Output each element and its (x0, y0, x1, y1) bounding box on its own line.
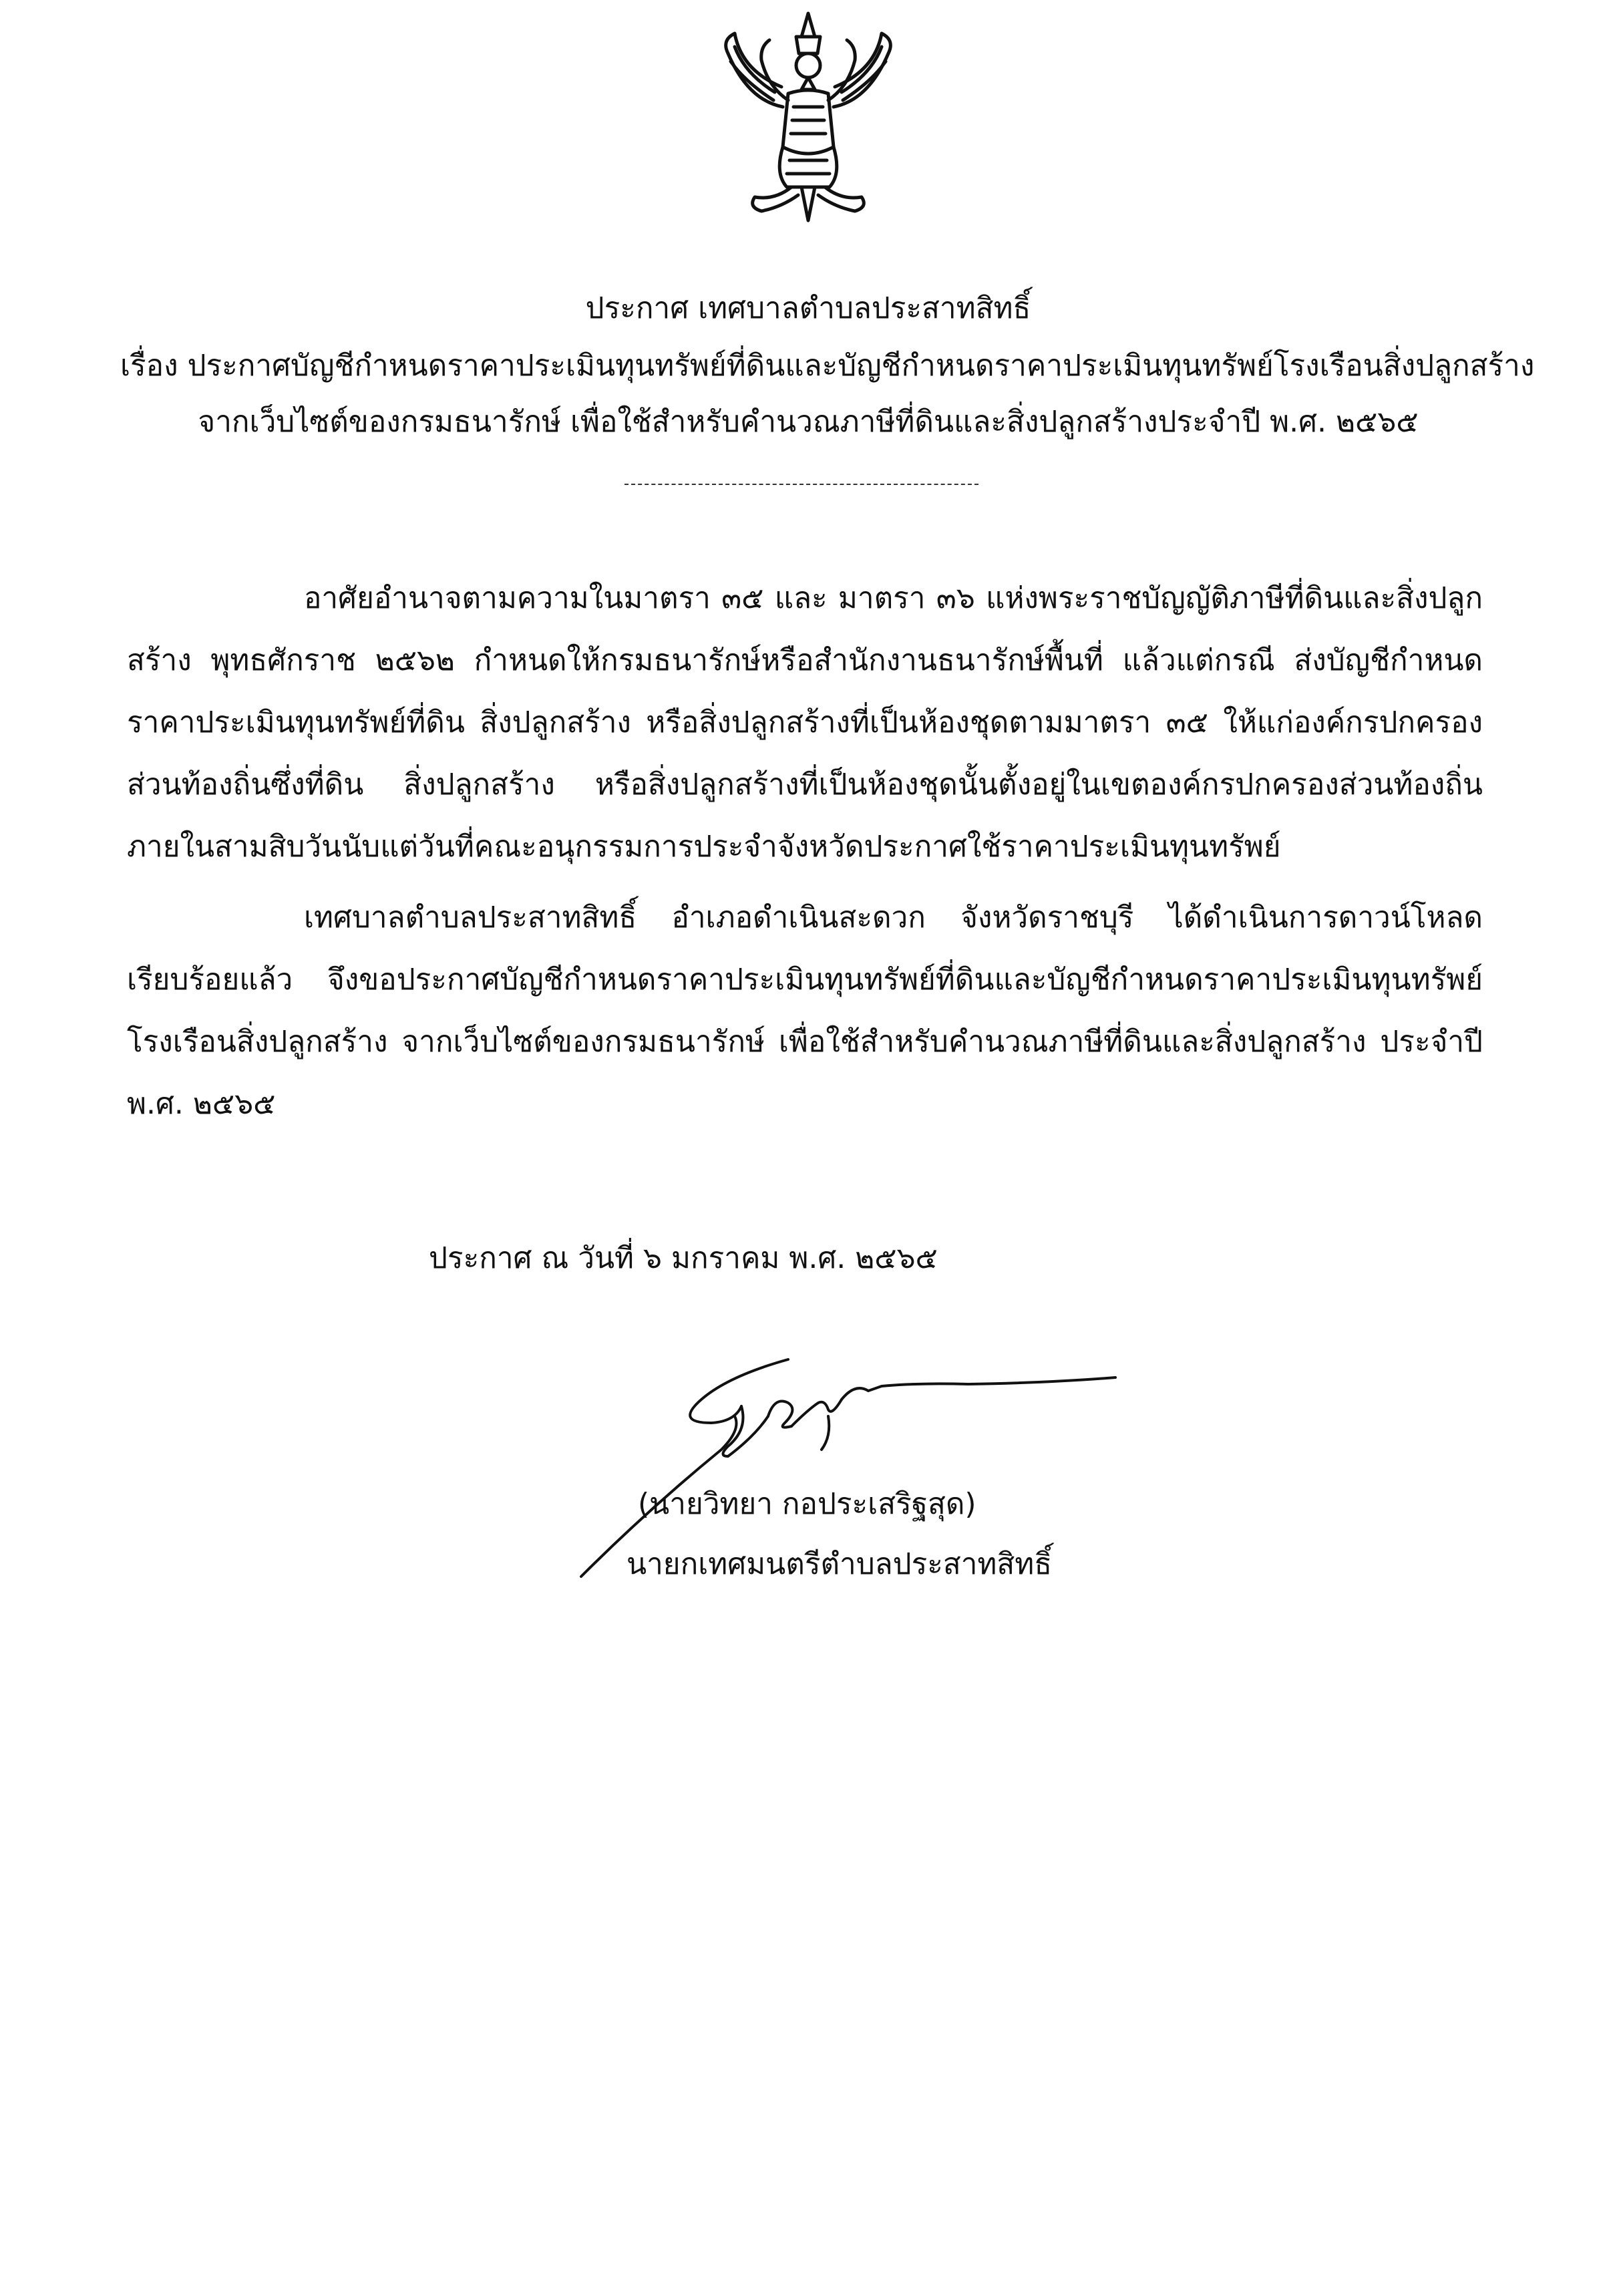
announcement-title: ประกาศ เทศบาลตำบลประสาทสิทธิ์ (585, 291, 1031, 325)
body-paragraph-2: เทศบาลตำบลประสาทสิทธิ์ อำเภอดำเนินสะดวก จังหวัดราชบุรี ได้ดำเนินการดาวน์โหลดเรียบร้อยแล้ว จึงขอประกาศบัญชีกำหนดราคาประเมินทุนทรัพย์ที่ดินและบัญชีกำหนดราคาประเมินทุนทรัพย์โรงเรือนสิ่งปลูกสร้าง จากเว็บไซต์ของกรมธนารักษ์ เพื่อใช้สำหรับคำนวณภาษีที่ดินและสิ่งปลูกสร้าง ประจำปี พ.ศ. ๒๕๖๕ (127, 900, 1483, 1121)
signer-name: (นายวิทยา กอประเสริฐสุด) (638, 1487, 976, 1521)
subject-line-2: จากเว็บไซต์ของกรมธนารักษ์ เพื่อใช้สำหรับคำนวณภาษีที่ดินและสิ่งปลูกสร้างประจำปี พ.ศ. ๒๕๖๕ (198, 405, 1419, 439)
signer-position: นายกเทศมนตรีตำบลประสาทสิทธิ์ (627, 1547, 1053, 1581)
body-paragraph-1: อาศัยอำนาจตามความในมาตรา ๓๕ และ มาตรา ๓๖ แห่งพระราชบัญญัติภาษีที่ดินและสิ่งปลูกสร้าง พุทธศักราช ๒๕๖๒ กำหนดให้กรมธนารักษ์หรือสำนักงานธนารักษ์พื้นที่ แล้วแต่กรณี ส่งบัญชีกำหนดราคาประเมินทุนทรัพย์ที่ดิน สิ่งปลูกสร้าง หรือสิ่งปลูกสร้างที่เป็นห้องชุดตามมาตรา ๓๕ ให้แก่องค์กรปกครองส่วนท้องถิ่นซึ่งที่ดิน สิ่งปลูกสร้าง หรือสิ่งปลูกสร้างที่เป็นห้องชุดนั้นตั้งอยู่ในเขตองค์กรปกครองส่วนท้องถิ่น ภายในสามสิบวันนับแต่วันที่คณะอนุกรรมการประจำจังหวัดประกาศใช้ราคาประเมินทุนทรัพย์ (127, 581, 1483, 864)
title-divider (624, 484, 978, 485)
garuda-emblem-icon (708, 7, 908, 227)
subject-line-1: เรื่อง ประกาศบัญชีกำหนดราคาประเมินทุนทรัพย์ที่ดินและบัญชีกำหนดราคาประเมินทุนทรัพย์โรงเรือนสิ่งปลูกสร้าง (120, 349, 1535, 383)
announcement-dateline: ประกาศ ณ วันที่ ๖ มกราคม พ.ศ. ๒๕๖๕ (429, 1241, 938, 1275)
